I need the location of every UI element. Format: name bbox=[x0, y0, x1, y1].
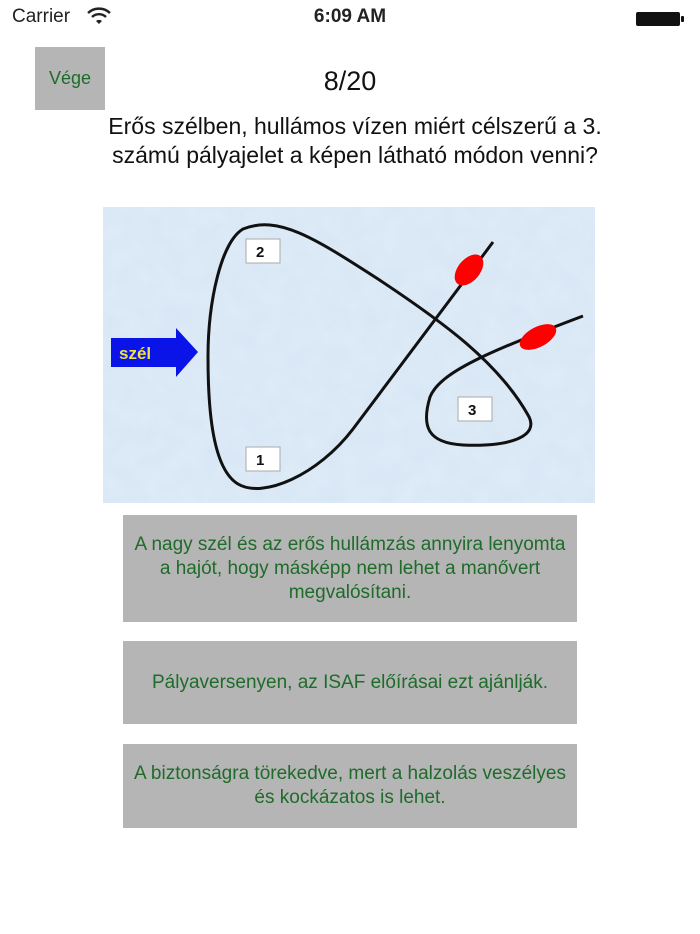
answer-option-2[interactable]: Pályaversenyen, az ISAF előírásai ezt ajánlják. bbox=[123, 641, 577, 724]
question-text: Erős szélben, hullámos vízen miért célszerű a 3. számú pályajelet a képen látható módon venni? bbox=[108, 113, 602, 168]
clock: 6:09 AM bbox=[313, 6, 387, 27]
battery-full-icon bbox=[636, 12, 684, 26]
carrier-label: Carrier bbox=[12, 6, 71, 27]
answer-option-1[interactable]: A nagy szél és az erős hullámzás annyira lenyomta a hajót, hogy másképp nem lehet a manővert megvalósítani. bbox=[123, 515, 577, 622]
answer-option-3[interactable]: A biztonságra törekedve, mert a halzolás veszélyes és kockázatos is lehet. bbox=[123, 744, 577, 828]
course-diagram-image bbox=[103, 207, 595, 503]
status-bar bbox=[0, 0, 700, 36]
svg-text:3: 3 bbox=[468, 402, 477, 419]
question-progress: 8/20 bbox=[323, 66, 377, 96]
end-quiz-button[interactable]: Vége bbox=[35, 47, 105, 110]
svg-text:szél: szél bbox=[119, 344, 152, 363]
svg-text:1: 1 bbox=[256, 452, 265, 469]
svg-text:2: 2 bbox=[256, 244, 265, 261]
